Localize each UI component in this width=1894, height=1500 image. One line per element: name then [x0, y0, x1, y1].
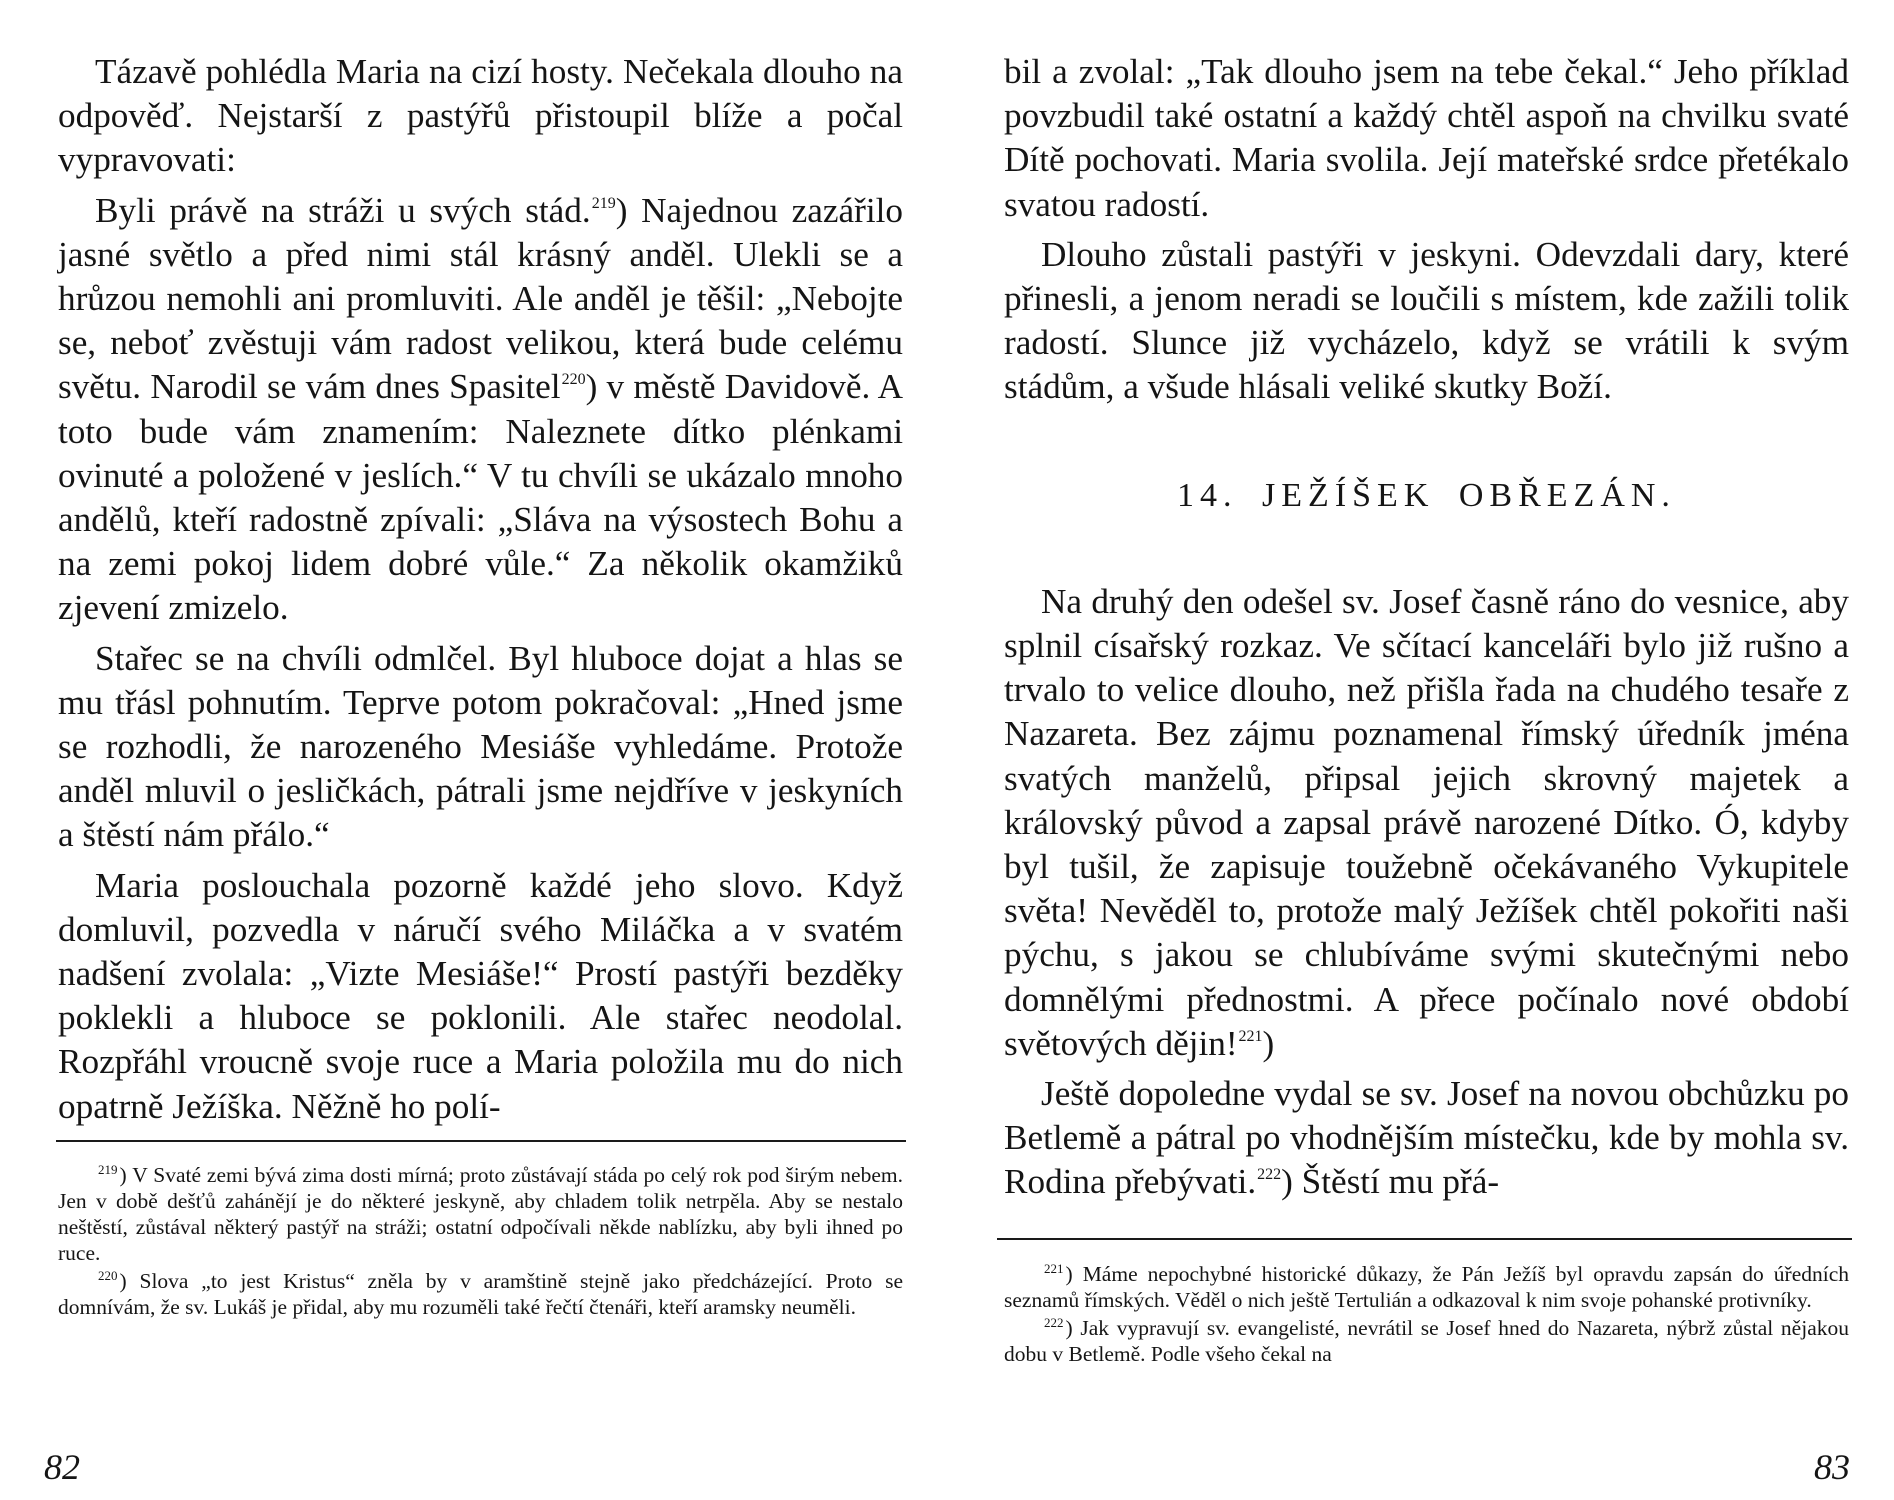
footnote-ref: 222 — [1257, 1166, 1282, 1184]
footnote-number: 220 — [98, 1268, 118, 1283]
footnote-text: ) Máme nepochybné historické důkazy, že Pán Ježíš byl opravdu zapsán do úředních seznamů římských. Věděl o nich ještě Tertulián a odkazoval k nim svoje pohanské protivníky. — [1004, 1262, 1849, 1312]
chapter-heading: 14. JEŽÍŠEK OBŘEZÁN. — [1177, 476, 1676, 514]
text-run: Ještě dopoledne vydal se sv. Josef na novou obchůzku po Betlemě a pátral po vhodnějším místečku, kde by mohla sv. Rodina přebývati. — [1004, 1074, 1849, 1202]
footnote-ref: 219 — [591, 194, 616, 212]
text-run: Tázavě pohlédla Maria na cizí hosty. Nečekala dlouho na odpověď. Nejstarší z pastýřů přistoupil blíže a počal vypravovati: — [58, 52, 903, 180]
footnote-ref: 221 — [1238, 1027, 1263, 1045]
right-page — [947, 0, 1894, 1500]
page-number: 82 — [44, 1447, 80, 1487]
footnote-text: ) V Svaté zemi bývá zima dosti mírná; proto zůstávají stáda po celý rok pod širým nebem. Jen v době dešťů zahánějí je do některé jeskyně, aby chladem tolik netrpěla. Aby se nestalo neštěstí, zůstával některý pastýř na stráži; ostatní odpočívali někde nablízku, aby byli ihned po ruce. — [58, 1163, 903, 1265]
paragraph — [58, 50, 903, 183]
text-run: ) Štěstí mu přá- — [1281, 1162, 1500, 1202]
left-footnotes — [58, 1162, 903, 1322]
footnote — [1004, 1315, 1849, 1367]
paragraph — [1004, 50, 1849, 227]
page-number: 83 — [1814, 1447, 1850, 1487]
footnote-ref: 220 — [561, 371, 586, 389]
paragraph — [1004, 580, 1849, 1066]
paragraph — [1004, 1072, 1849, 1205]
paragraph — [58, 637, 903, 858]
paragraph — [1004, 233, 1849, 410]
footnote-number: 221 — [1044, 1261, 1064, 1276]
right-bottom-paragraphs — [1004, 580, 1849, 1205]
footnote-divider — [56, 1140, 906, 1142]
footnote — [58, 1162, 903, 1266]
footnote-divider — [997, 1238, 1852, 1240]
right-top-paragraphs — [1004, 50, 1849, 410]
text-run: Maria poslouchala pozorně každé jeho slovo. Když domluvil, pozvedla v náručí svého Miláčka a v svatém nadšení zvolala: „Vizte Mesiáše!“ Prostí pastýři bezděky poklekli a hluboce se poklonili. Ale stařec neodolal. Rozpřáhl vroucně svoje ruce a Maria položila mu do nich opatrně Ježíška. Něžně ho polí- — [58, 865, 903, 1126]
footnote-text: ) Slova „to jest Kristus“ zněla by v aramštině stejně jako předcházející. Proto se domnívám, že sv. Lukáš je přidal, aby mu rozuměli také řečtí čtenáři, kteří aramsky neuměli. — [58, 1269, 903, 1319]
paragraph — [58, 864, 903, 1129]
text-run: Dlouho zůstali pastýři v jeskyni. Odevzdali dary, které přinesli, a jenom neradi se loučili s místem, kde zažili tolik radostí. Slunce již vycházelo, když se vrátili k svým stádům, a všude hlásali veliké skutky Boží. — [1004, 234, 1849, 407]
right-footnotes — [1004, 1261, 1849, 1369]
footnote — [1004, 1261, 1849, 1313]
text-run: ) — [1262, 1023, 1275, 1063]
footnote-text: ) Jak vypravují sv. evangelisté, nevrátil se Josef hned do Nazareta, nýbrž zůstal nějakou dobu v Betlemě. Podle všeho čekal na — [1004, 1316, 1849, 1366]
text-run: Na druhý den odešel sv. Josef časně ráno do vesnice, aby splnil císařský rozkaz. Ve sčítací kanceláři bylo již rušno a trvalo to velice dlouho, než přišla řada na chudého tesaře z Nazareta. Bez zájmu poznamenal římský úředník jména svatých manželů, připsal jejich skrovný majetek a královský původ a zapsal právě narozené Dítko. Ó, kdyby byl tušil, že zapisuje toužebně očekávaného Vykupitele světa! Nevěděl to, protože malý Ježíšek chtěl pokořiti naši pýchu, s jakou se chlubíváme svými skutečnými nebo domnělými přednostmi. A přece počínalo nové období světových dějin! — [1004, 581, 1849, 1063]
footnote-number: 222 — [1044, 1315, 1064, 1330]
paragraph — [58, 189, 903, 631]
text-run: ) v městě Davidově. A toto bude vám znamením: Naleznete dítko plénkami ovinuté a položené v jeslích.“ V tu chvíli se ukázalo mnoho andělů, kteří radostně zpívali: „Sláva na výsostech Bohu a na zemi pokoj lidem dobré vůle.“ Za několik okamžiků zjevení zmizelo. — [58, 367, 904, 628]
right-body-text — [1004, 50, 1849, 1211]
text-run: Byli právě na stráži u svých stád. — [95, 190, 591, 230]
text-run: ) Najednou zazářilo jasné světlo a před nimi stál krásný anděl. Ulekli se a hrůzou nemohli ani promluviti. Ale anděl je těšil: „Nebojte se, neboť zvěstuji vám radost velikou, která bude celému světu. Narodil se vám dnes Spasitel — [58, 190, 903, 407]
text-run: Stařec se na chvíli odmlčel. Byl hluboce dojat a hlas se mu třásl pohnutím. Teprve potom pokračoval: „Hned jsme se rozhodli, že narozeného Mesiáše vyhledáme. Protože anděl mluvil o jesličkách, pátrali jsme nejdříve v jeskyních a štěstí nám přálo.“ — [58, 638, 903, 855]
footnote — [58, 1268, 903, 1320]
text-run: bil a zvolal: „Tak dlouho jsem na tebe čekal.“ Jeho příklad povzbudil také ostatní a každý chtěl aspoň na chvilku svaté Dítě pochovati. Maria svolila. Její mateřské srdce přetékalo svatou radostí. — [1004, 52, 1849, 224]
footnote-number: 219 — [98, 1162, 118, 1177]
left-body-text — [58, 50, 903, 1135]
